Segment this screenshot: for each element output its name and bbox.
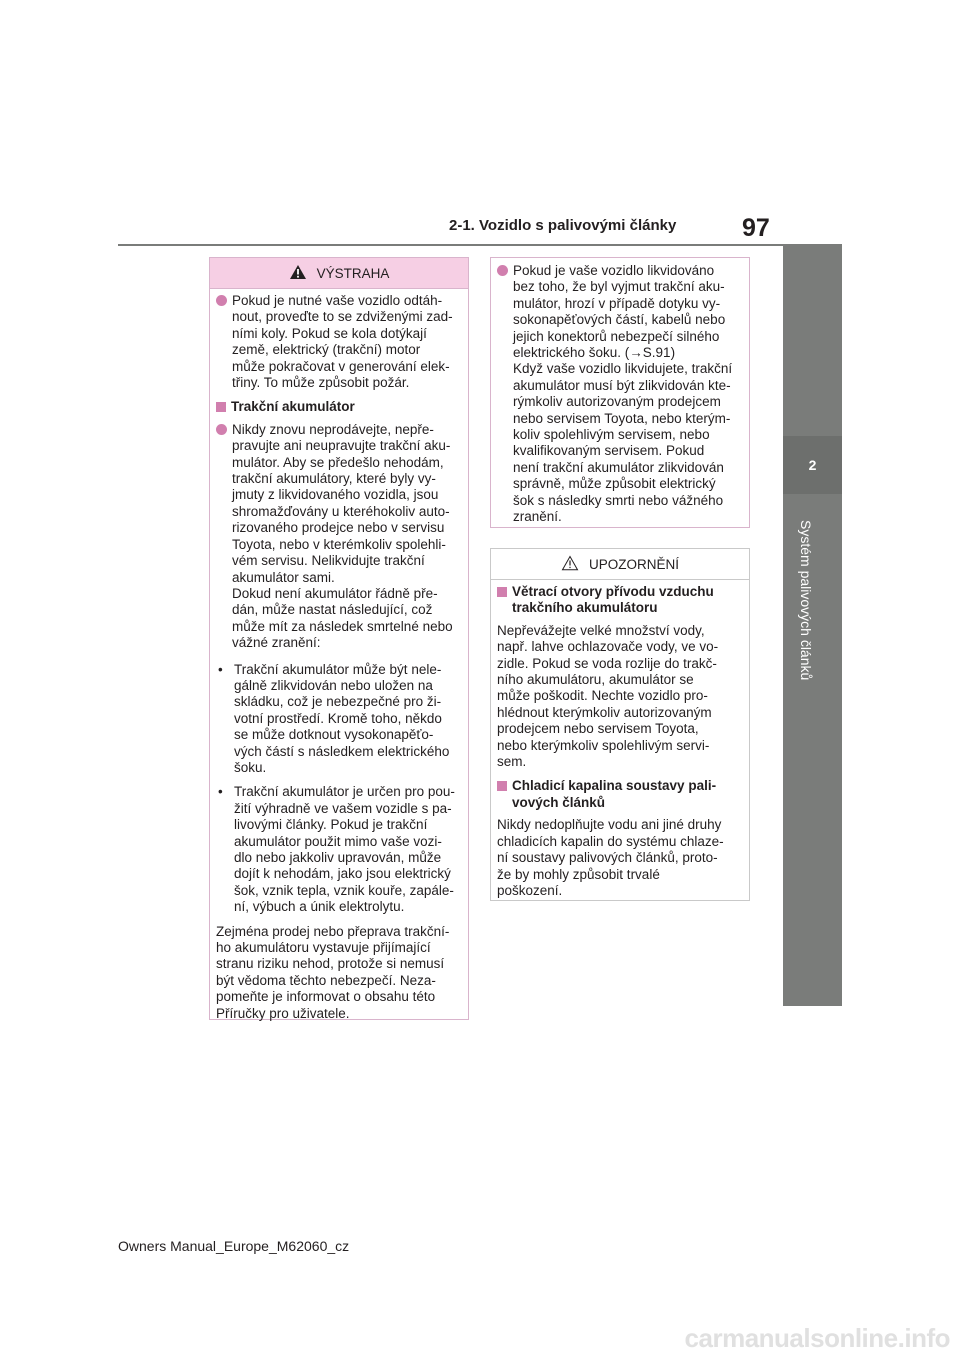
sub-heading: [497, 778, 743, 811]
list-item: [216, 662, 462, 777]
notice-content: [491, 580, 749, 899]
warning-continued-box: [490, 257, 750, 528]
sub-heading-label: Trakční akumulátor: [231, 399, 355, 415]
warning-paragraph: Pokud je nutné vaše vozidlo odtáh- nout, proveďte to se zdviženými zad- ními koly. Pokud se kola dotýkají země, elektrický (trakční) motor může pokračovat v generování elek- třiny. To může způsobit požár.: [232, 293, 453, 391]
section-title: 2-1. Vozidlo s palivovými články: [449, 217, 677, 234]
list-item: [216, 422, 462, 652]
bullet-square-icon: [497, 587, 507, 597]
notice-paragraph: Nikdy nedoplňujte vodu ani jiné druhy chladicích kapalin do systému chlaze- ní soustavy palivových článků, proto- že by mohly způsobit trvalé poškození.: [497, 817, 724, 898]
caution-triangle-icon: [561, 555, 579, 574]
bullet-circle-icon: [497, 265, 508, 276]
sub-heading: [497, 584, 743, 617]
warning-triangle-icon: [289, 264, 307, 283]
list-item: [497, 263, 743, 526]
header-rule: [118, 244, 842, 246]
bullet-square-icon: [216, 402, 226, 412]
sub-heading: [216, 399, 462, 415]
warning-content: [210, 289, 468, 1022]
bullet-dot-icon: •: [218, 661, 223, 677]
notice-paragraph: Nepřevážejte velké množství vody, např. lahve ochlazovače vody, ve vo- zidle. Pokud se voda rozlije do trakč- ního akumulátoru, akumulátor se může poškodit. Nechte vozidlo pro- hlédnout kterýmkoliv autorizovaným prodejcem nebo servisem Toyota, nebo kterýmkoliv spolehlivým servi- sem.: [497, 622, 719, 770]
warning-box: [209, 257, 469, 1020]
watermark: carmanualsonline.info: [684, 1323, 950, 1353]
warning-continued-content: [491, 258, 749, 526]
list-item: [216, 293, 462, 391]
warning-header: [210, 258, 468, 289]
list-item-text: Trakční akumulátor může být nele- gálně zlikvidován nebo uložen na skládku, což je nebezpečné pro ži- votní prostředí. Kromě toho, někdo se může dotknout vysokonapěťo- vých částí s následkem elektrického šoku.: [234, 661, 450, 775]
page-number: 97: [742, 214, 770, 242]
chapter-label: Systém palivových článků: [798, 520, 814, 681]
warning-title: VÝSTRAHA: [316, 265, 390, 281]
warning-paragraph: Nikdy znovu neprodávejte, nepře- pravujte ani neupravujte trakční aku- mulátor. Aby se předešlo nehodám, trakční akumulátory, které byly vy- jmuty z likvidovaného vozidla, jsou shromažďovány u kteréhokoliv auto- rizovaného prodejce nebo v servisu Toyota, nebo v kterémkoliv spolehli- vém servisu. Nelikvidujte trakční akumulátor sami. Dokud není akumulátor řádně pře- dán, může nastat následující, což může mít za následek smrtelné nebo vážné zranění:: [232, 421, 453, 651]
chapter-number-tab: 2: [783, 436, 842, 494]
list-item-text: Trakční akumulátor je určen pro pou- žití výhradně ve vašem vozidle s pa- livovými články. Pokud je trakční akumulátor použit mimo vaše vozi- dlo nebo jakkoliv upravován, může dojít k nehodám, jako jsou elektrický šok, vznik tepla, vznik kouře, zapále- ní, výbuch a únik elektrolytu.: [234, 784, 455, 915]
manual-id: Owners Manual_Europe_M62060_cz: [118, 1238, 350, 1254]
bullet-dot-icon: •: [218, 784, 223, 800]
sub-heading-label: Chladicí kapalina soustavy pali- vových článků: [512, 778, 717, 810]
warning-paragraph: Pokud je vaše vozidlo likvidováno bez toho, že byl vyjmut trakční aku- mulátor, hrozí v případě dotyku vy- sokonapěťových částí, kabelů nebo jejich konektorů nebezpečí silného elektrického šoku. (→S.91) Když vaše vozidlo likvidujete, trakční akumulátor musí být zlikvidován kte- rýmkoliv autorizovaným prodejcem nebo servisem Toyota, nebo kterým- koliv spolehlivým servisem, nebo kvalifikovaným servisem. Pokud není trakční akumulátor zlikvidován správně, může způsobit elektrický šok s následky smrti nebo vážného zranění.: [513, 263, 733, 525]
notice-box: [490, 548, 750, 901]
bullet-circle-icon: [216, 295, 227, 306]
notice-header: [491, 549, 749, 580]
bullet-square-icon: [497, 781, 507, 791]
bullet-circle-icon: [216, 424, 227, 435]
notice-title: UPOZORNĚNÍ: [588, 556, 679, 572]
sub-heading-label: Větrací otvory přívodu vzduchu trakčního akumulátoru: [512, 584, 714, 616]
warning-paragraph: Zejména prodej nebo přeprava trakční- ho akumulátoru vystavuje přijímající stranu riziku nehod, protože si nemusí být vědoma těchto nebezpečí. Neza- pomeňte je informovat o obsahu této Příručky pro uživatele.: [216, 923, 450, 1021]
list-item: [216, 784, 462, 915]
